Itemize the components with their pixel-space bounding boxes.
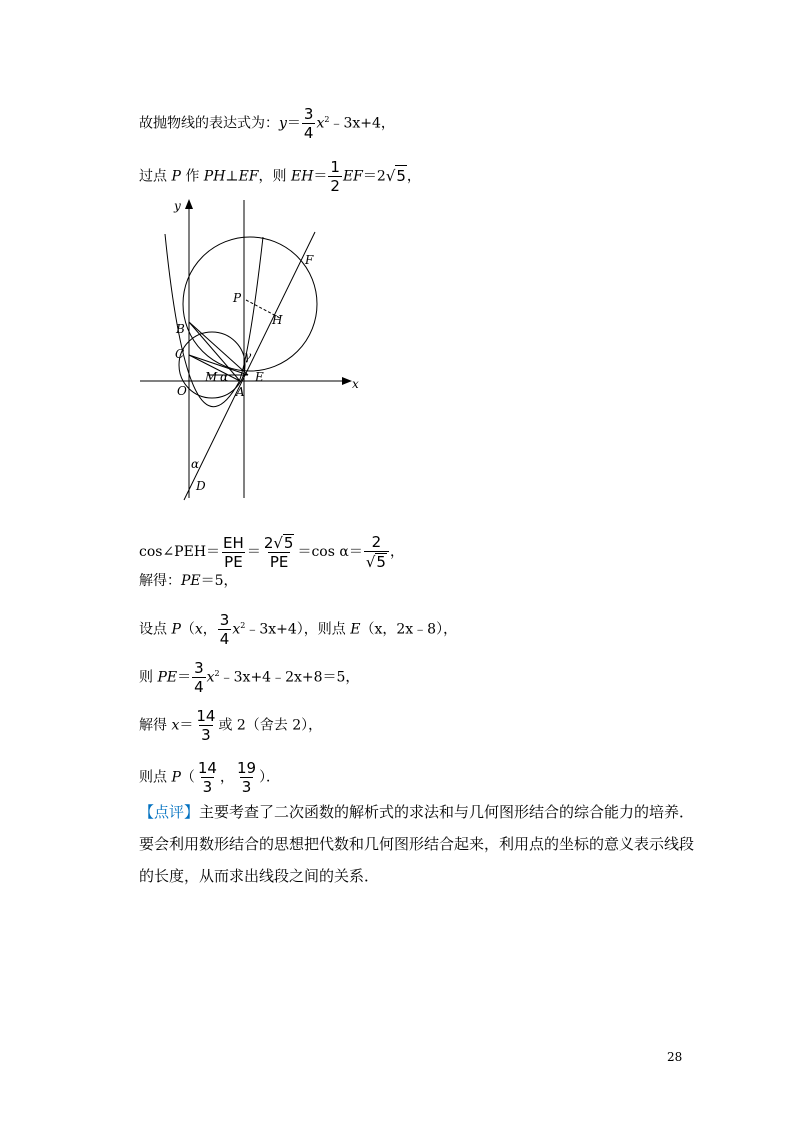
text: 则 [139, 669, 158, 686]
text: ＝ [179, 717, 194, 734]
fraction [218, 612, 232, 647]
review-tag: 【点评】 [139, 803, 200, 821]
var-x: x [232, 621, 241, 638]
denominator: 4 [219, 630, 230, 648]
line-cos [139, 534, 404, 570]
numerator: 14 [197, 759, 217, 777]
text: 故抛物线的表达式为： [139, 115, 279, 132]
var-x: x [316, 115, 325, 132]
denominator [364, 551, 389, 570]
fraction [221, 535, 246, 570]
numerator: 3 [303, 105, 314, 123]
numerator: 1 [330, 158, 340, 176]
text: cos∠PEH＝ [139, 544, 221, 560]
label-gamma: γ [244, 349, 252, 363]
segment-be [189, 322, 248, 375]
text: ， [406, 168, 421, 185]
text: PH⊥EF [203, 168, 259, 185]
exponent: 2 [240, 620, 246, 630]
text: 解得 [139, 717, 172, 734]
label-e: E [255, 370, 264, 384]
text: EF [342, 168, 363, 185]
fraction [302, 106, 316, 141]
text: （x，2x﹣8）， [360, 621, 458, 638]
segment-ce [189, 355, 248, 375]
label-b: B [176, 322, 185, 336]
fraction [364, 534, 389, 570]
text: ﹣3x+4﹣2x+8＝5， [219, 669, 360, 686]
var-p: P [171, 621, 181, 638]
numerator [262, 534, 297, 552]
text: ＝ [313, 168, 328, 185]
text: 则点 [139, 769, 172, 786]
text: ＝ [177, 669, 192, 686]
fraction [192, 660, 206, 695]
text: （ [180, 621, 195, 638]
numerator: 19 [236, 759, 257, 777]
review-paragraph [139, 796, 695, 892]
text: ＝ [286, 115, 301, 132]
text: ，则点 [303, 621, 351, 638]
text: ）． [259, 769, 281, 786]
x-axis-arrow [342, 377, 352, 385]
label-f: F [305, 253, 314, 267]
sqrt [273, 534, 294, 551]
label-alpha-d: α [191, 457, 200, 471]
fraction [328, 159, 342, 194]
fraction [194, 708, 217, 743]
var-x: x [194, 621, 203, 638]
text: ， [202, 621, 217, 638]
radicand: 5 [396, 166, 406, 185]
line-pe-result [139, 571, 238, 591]
label-o: O [177, 384, 187, 398]
line-parabola-expression [139, 106, 395, 141]
fraction [235, 760, 258, 795]
text: 过点 [139, 168, 172, 185]
fraction [196, 760, 219, 795]
denominator: 3 [201, 726, 211, 744]
radical-sign: √ [365, 553, 376, 571]
radicand: 5 [283, 534, 294, 552]
line-perpendicular [139, 159, 421, 194]
page-number: 28 [667, 1050, 683, 1064]
denominator: 2 [330, 177, 340, 195]
text: PE [157, 669, 178, 686]
label-x: x [352, 377, 359, 391]
text: ＝cos α＝ [297, 544, 363, 560]
geometry-figure [130, 192, 370, 507]
text: 作 [180, 168, 204, 185]
var-x: x [171, 717, 180, 734]
label-p: P [233, 291, 242, 305]
label-m: M [205, 370, 218, 384]
fraction [262, 534, 297, 570]
line-solve-x [139, 708, 322, 743]
label-d: D [196, 479, 206, 493]
var-x: x [206, 669, 215, 686]
var-p: P [171, 168, 181, 185]
label-c: C [175, 347, 185, 361]
radical-sign: √ [385, 166, 396, 185]
text: ， [389, 544, 404, 560]
text: ＝2 [362, 168, 386, 185]
text: EH [290, 168, 314, 185]
text: ﹣3x+4） [245, 621, 304, 638]
text: （ [180, 769, 195, 786]
label-y: y [174, 199, 181, 213]
denominator: 3 [241, 778, 252, 796]
var-y: y [279, 115, 287, 132]
line-point-p [139, 760, 280, 795]
label-h: H [272, 313, 283, 327]
text: ＝5， [200, 573, 238, 589]
denominator: 3 [202, 778, 213, 796]
exponent: 2 [214, 668, 220, 678]
radicand: 5 [376, 553, 386, 571]
var-e: E [350, 621, 361, 638]
review-text: 主要考查了二次函数的解析式的求法和与几何图形结合的综合能力的培养．要会利用数形结合的思想把代数和几何图形结合起来，利用点的坐标的意义表示线段的长度，从而求出线段之间的关系． [139, 803, 695, 885]
text: 2 [263, 534, 274, 552]
text: PE [181, 573, 201, 589]
text: 或 2（舍去 2）， [218, 717, 323, 734]
denominator: 4 [303, 124, 314, 142]
denominator: 4 [194, 678, 204, 696]
line-df [184, 232, 315, 500]
label-a: A [236, 385, 245, 399]
text: 设点 [139, 621, 172, 638]
label-alpha-m: α [220, 370, 229, 384]
numerator: EH [223, 533, 244, 552]
line-pe-equation [139, 660, 359, 695]
exponent: 2 [324, 114, 330, 124]
numerator: 2 [371, 533, 382, 551]
sqrt [366, 553, 387, 570]
text: ，则 [258, 168, 291, 185]
text: ﹣3x+4， [329, 115, 395, 132]
radical-sign: √ [273, 534, 283, 552]
text: ＝ [246, 544, 261, 560]
y-axis-arrow [185, 199, 193, 209]
numerator: 3 [219, 611, 230, 629]
denominator: PE [269, 553, 289, 571]
text: ， [219, 769, 234, 786]
line-set-point [139, 612, 457, 647]
text: 解得： [139, 573, 181, 589]
numerator: 14 [196, 707, 216, 725]
numerator: 3 [194, 659, 204, 677]
sqrt [386, 165, 407, 186]
var-p: P [171, 769, 181, 786]
denominator: PE [224, 552, 243, 571]
